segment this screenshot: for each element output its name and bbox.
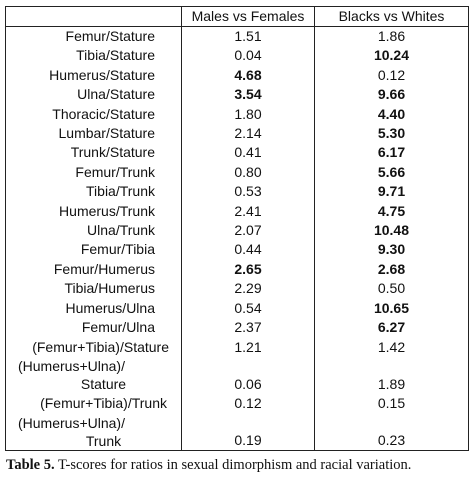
- blacks-vs-whites-value: 9.71: [315, 182, 469, 201]
- males-vs-females-value: 0.41: [182, 143, 315, 162]
- males-vs-females-value: 0.06: [182, 357, 315, 394]
- blacks-vs-whites-value: 0.23: [315, 413, 469, 451]
- blacks-vs-whites-value: 1.89: [315, 357, 469, 394]
- males-vs-females-value: 2.65: [182, 260, 315, 279]
- males-vs-females-value: 1.21: [182, 338, 315, 357]
- ratio-tscore-table: [5, 6, 469, 451]
- blacks-vs-whites-value: 6.17: [315, 143, 469, 162]
- blacks-vs-whites-value: 5.30: [315, 124, 469, 143]
- table-row: [6, 394, 469, 413]
- row-label: Humerus/Ulna: [6, 299, 182, 318]
- table-row: [6, 413, 469, 451]
- males-vs-females-value: 2.29: [182, 279, 315, 298]
- males-vs-females-value: 1.80: [182, 105, 315, 124]
- row-label: Femur/Humerus: [6, 260, 182, 279]
- blacks-vs-whites-value: 2.68: [315, 260, 469, 279]
- row-label-line2: Trunk: [85, 432, 122, 449]
- blacks-vs-whites-value: 0.50: [315, 279, 469, 298]
- blacks-vs-whites-value: 1.42: [315, 338, 469, 357]
- males-vs-females-value: 2.07: [182, 221, 315, 240]
- header-males-vs-females: Males vs Females: [182, 7, 315, 27]
- table-row: [6, 143, 469, 162]
- row-label: Tibia/Humerus: [6, 279, 182, 298]
- row-label: Humerus/Stature: [6, 66, 182, 85]
- blacks-vs-whites-value: 6.27: [315, 318, 469, 337]
- blacks-vs-whites-value: 9.66: [315, 85, 469, 104]
- blacks-vs-whites-value: 10.48: [315, 221, 469, 240]
- row-label-line2: Stature: [80, 376, 127, 393]
- table-caption: [6, 456, 466, 474]
- row-label: Humerus/Trunk: [6, 202, 182, 221]
- caption-label: Table 5.: [6, 457, 55, 473]
- males-vs-females-value: 4.68: [182, 66, 315, 85]
- blacks-vs-whites-value: 1.86: [315, 27, 469, 47]
- table-row: [6, 163, 469, 182]
- males-vs-females-value: 0.04: [182, 46, 315, 65]
- blacks-vs-whites-value: 4.40: [315, 105, 469, 124]
- table-row: [6, 357, 469, 394]
- blacks-vs-whites-value: 0.12: [315, 66, 469, 85]
- males-vs-females-value: 0.44: [182, 240, 315, 259]
- row-label: Tibia/Stature: [6, 46, 182, 65]
- row-label: Ulna/Stature: [6, 85, 182, 104]
- table-row: [6, 105, 469, 124]
- males-vs-females-value: 0.12: [182, 394, 315, 413]
- blacks-vs-whites-value: 10.65: [315, 299, 469, 318]
- row-label: Femur/Trunk: [6, 163, 182, 182]
- table-row: [6, 124, 469, 143]
- males-vs-females-value: 1.51: [182, 27, 315, 47]
- table-row: [6, 202, 469, 221]
- row-label: Femur/Tibia: [6, 240, 182, 259]
- males-vs-females-value: 0.53: [182, 182, 315, 201]
- row-label: [6, 357, 182, 394]
- row-label: Thoracic/Stature: [6, 105, 182, 124]
- males-vs-females-value: 2.14: [182, 124, 315, 143]
- blacks-vs-whites-value: 10.24: [315, 46, 469, 65]
- ratio-tscore-table-container: [5, 6, 468, 451]
- table-header-row: [6, 7, 469, 27]
- table-row: [6, 299, 469, 318]
- header-stub: [6, 7, 182, 27]
- males-vs-females-value: 2.41: [182, 202, 315, 221]
- row-label: [6, 413, 182, 451]
- row-label-line1: (Humerus+Ulna)/: [18, 358, 125, 375]
- row-label: Femur/Ulna: [6, 318, 182, 337]
- row-label: Femur/Stature: [6, 27, 182, 47]
- table-row: [6, 182, 469, 201]
- table-row: [6, 221, 469, 240]
- row-label: Trunk/Stature: [6, 143, 182, 162]
- row-label-line1: (Humerus+Ulna)/: [18, 414, 125, 431]
- table-row: [6, 240, 469, 259]
- caption-text: T-scores for ratios in sexual dimorphism and racial variation.: [54, 457, 412, 473]
- table-row: [6, 338, 469, 357]
- males-vs-females-value: 0.54: [182, 299, 315, 318]
- males-vs-females-value: 3.54: [182, 85, 315, 104]
- table-row: [6, 85, 469, 104]
- males-vs-females-value: 0.80: [182, 163, 315, 182]
- males-vs-females-value: 0.19: [182, 413, 315, 451]
- blacks-vs-whites-value: 4.75: [315, 202, 469, 221]
- row-label: Tibia/Trunk: [6, 182, 182, 201]
- header-blacks-vs-whites: Blacks vs Whites: [315, 7, 469, 27]
- table-row: [6, 66, 469, 85]
- males-vs-females-value: 2.37: [182, 318, 315, 337]
- row-label: Ulna/Trunk: [6, 221, 182, 240]
- row-label: (Femur+Tibia)/Stature: [6, 338, 182, 357]
- blacks-vs-whites-value: 0.15: [315, 394, 469, 413]
- table-row: [6, 260, 469, 279]
- table-row: [6, 46, 469, 65]
- table-row: [6, 318, 469, 337]
- row-label: (Femur+Tibia)/Trunk: [6, 394, 182, 413]
- blacks-vs-whites-value: 9.30: [315, 240, 469, 259]
- table-row: [6, 27, 469, 47]
- table-row: [6, 279, 469, 298]
- blacks-vs-whites-value: 5.66: [315, 163, 469, 182]
- row-label: Lumbar/Stature: [6, 124, 182, 143]
